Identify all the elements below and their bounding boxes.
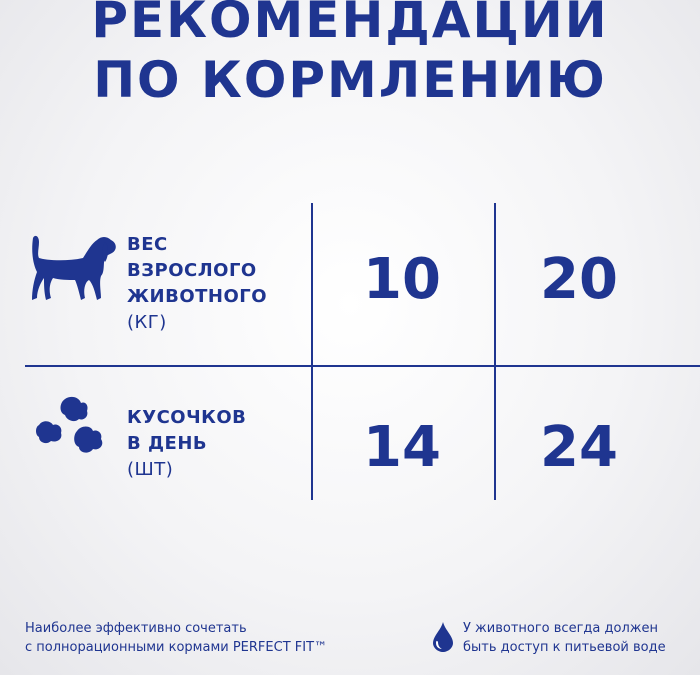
footer-right-line-2: быть доступ к питьевой воде <box>463 640 666 655</box>
grid-divider-horizontal <box>25 365 700 367</box>
weight-unit: (КГ) <box>127 312 167 333</box>
grid-divider-vertical-1 <box>311 203 313 500</box>
footer-note-left <box>25 619 327 657</box>
pieces-value-1: 14 <box>363 415 441 480</box>
weight-value-2: 20 <box>540 247 618 312</box>
weight-value-1: 10 <box>363 247 441 312</box>
weight-label-line-3: ЖИВОТНОГО <box>127 286 268 307</box>
page-title <box>0 0 700 110</box>
kibble-icon <box>35 395 110 460</box>
footer-left-line-2: с полнорационными кормами PERFECT FIT™ <box>25 640 328 655</box>
footer-right-line-1: У животного всегда должен <box>463 621 658 636</box>
footer-left-line-1: Наиболее эффективно сочетать <box>25 621 247 636</box>
pieces-label <box>127 405 246 483</box>
dog-icon <box>25 232 120 304</box>
title-line-2: ПО КОРМЛЕНИЮ <box>93 51 607 109</box>
footer-note-right <box>463 619 666 657</box>
weight-label-line-2: ВЗРОСЛОГО <box>127 260 257 281</box>
pieces-unit: (ШТ) <box>127 459 174 480</box>
weight-label-line-1: ВЕС <box>127 234 168 255</box>
title-line-1: РЕКОМЕНДАЦИИ <box>91 0 609 49</box>
water-drop-icon <box>433 622 453 652</box>
pieces-value-2: 24 <box>540 415 618 480</box>
pieces-label-line-1: КУСОЧКОВ <box>127 407 247 428</box>
weight-label <box>127 232 267 336</box>
pieces-label-line-2: В ДЕНЬ <box>127 433 208 454</box>
